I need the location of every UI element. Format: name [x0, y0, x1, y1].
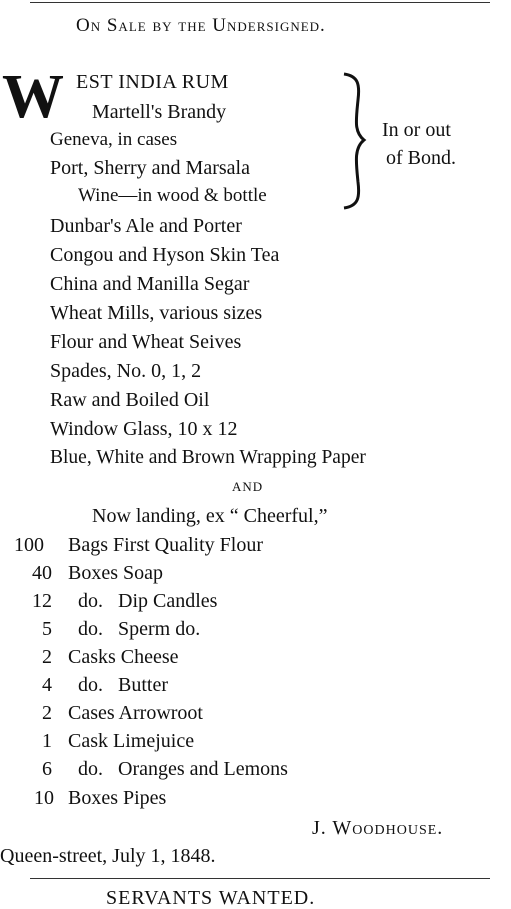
item-martells-brandy: Martell's Brandy: [92, 101, 227, 123]
bond-note-line-2: of Bond.: [386, 147, 456, 169]
cargo-qty: 40: [32, 562, 52, 584]
item-line: Flour and Wheat Seives: [50, 331, 242, 353]
bottom-rule: [30, 878, 490, 879]
cargo-desc: do. Butter: [78, 674, 168, 696]
cargo-desc: Cases Arrowroot: [68, 702, 203, 724]
cargo-desc: Cask Limejuice: [68, 730, 195, 752]
item-wine: Wine—in wood & bottle: [78, 185, 267, 206]
cargo-desc: Boxes Pipes: [68, 787, 167, 809]
item-line: Dunbar's Ale and Porter: [50, 215, 242, 237]
landing-line: Now landing, ex “ Cheerful,”: [92, 505, 328, 527]
notice-heading: On Sale by the Undersigned.: [76, 15, 326, 36]
dateline: Queen-street, July 1, 1848.: [0, 845, 216, 867]
item-line: Spades, No. 0, 1, 2: [50, 360, 202, 382]
cargo-desc: do. Dip Candles: [78, 590, 218, 612]
bond-note-line-1: In or out: [382, 119, 451, 141]
item-line: Wheat Mills, various sizes: [50, 302, 263, 324]
top-rule: [30, 2, 490, 3]
item-line: Blue, White and Brown Wrapping Paper: [50, 447, 366, 468]
cargo-qty: 10: [34, 787, 54, 809]
cargo-qty: 5: [42, 618, 52, 640]
cargo-qty: 6: [42, 758, 52, 780]
cargo-qty: 2: [42, 646, 52, 668]
cargo-qty: 4: [42, 674, 52, 696]
drop-cap: W: [2, 63, 64, 131]
and-label: AND: [232, 479, 264, 494]
cargo-desc: Boxes Soap: [68, 562, 163, 584]
cargo-desc: do. Oranges and Lemons: [78, 758, 288, 780]
item-line: Window Glass, 10 x 12: [50, 418, 238, 440]
item-line: Raw and Boiled Oil: [50, 389, 210, 411]
cargo-desc: do. Sperm do.: [78, 618, 201, 640]
next-heading: SERVANTS WANTED.: [106, 887, 316, 909]
item-west-india-rum: EST INDIA RUM: [76, 71, 229, 93]
cargo-qty: 100: [14, 534, 44, 556]
item-line: Congou and Hyson Skin Tea: [50, 244, 280, 266]
brace-icon: [340, 70, 370, 212]
cargo-qty: 1: [42, 730, 52, 752]
cargo-desc: Bags First Quality Flour: [68, 534, 264, 556]
cargo-qty: 12: [32, 590, 52, 612]
item-port-sherry: Port, Sherry and Marsala: [50, 157, 250, 179]
cargo-qty: 2: [42, 702, 52, 724]
cargo-desc: Casks Cheese: [68, 646, 179, 668]
item-line: China and Manilla Segar: [50, 273, 250, 295]
signature: J. Woodhouse.: [312, 817, 444, 839]
item-geneva: Geneva, in cases: [50, 129, 178, 150]
